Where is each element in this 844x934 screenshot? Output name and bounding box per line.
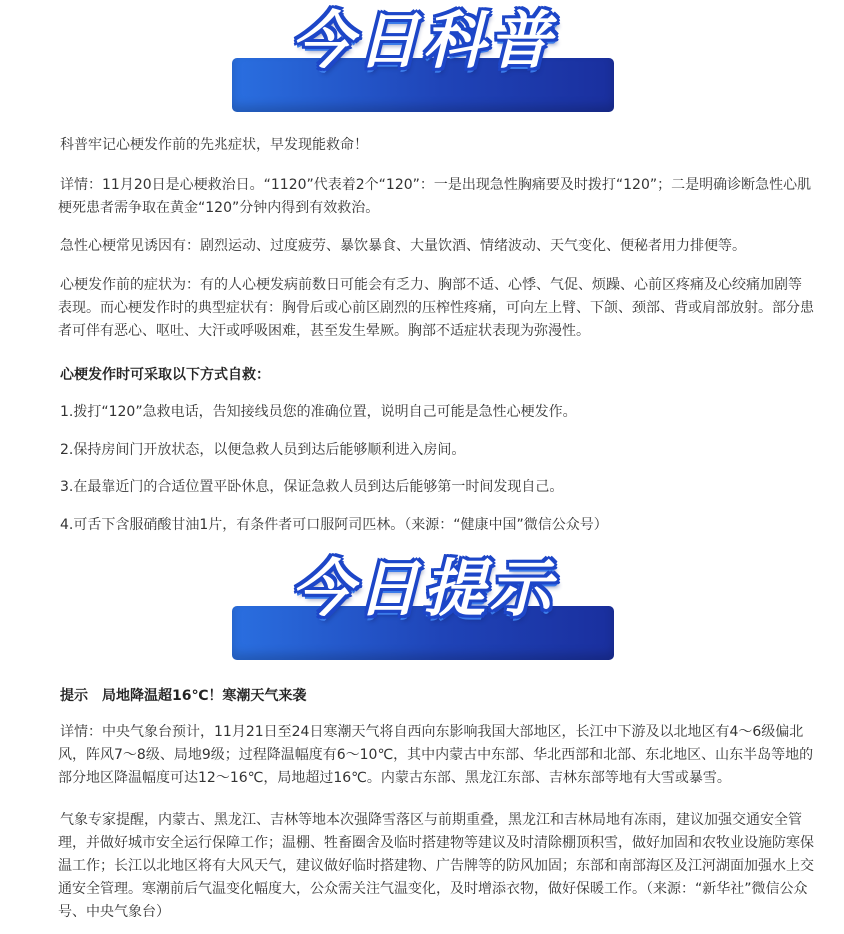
tips-banner-title: 今日提示	[290, 552, 555, 625]
self-rescue-heading: 心梗发作时可采取以下方式自救：	[60, 367, 270, 383]
science-banner-title: 今日科普	[290, 4, 555, 77]
science-triggers: 急性心梗常见诱因有：剧烈运动、过度疲劳、暴饮暴食、大量饮酒、情绪波动、天气变化、便秘者用力排便等。	[60, 238, 746, 254]
tips-details: 详情：中央气象台预计，11月21日至24日寒潮天气将自西向东影响我国大部地区，长江中下游及以北地区有4～6级偏北风，阵风7～8级、局地9级；过程降温幅度有6～10℃，其中内蒙古中东部、华北西部和北部、东北地区、山东半岛等地的部分地区降温幅度可达12～16℃，局地超过16℃。内蒙古东部、黑龙江东部、吉林东部等地有大雪或暴雪。	[58, 724, 814, 786]
science-symptoms: 心梗发作前的症状为：有的人心梗发病前数日可能会有乏力、胸部不适、心悸、气促、烦躁、心前区疼痛及心绞痛加剧等表现。而心梗发作时的典型症状有：胸骨后或心前区剧烈的压榨性疼痛，可向左上臂、下颌、颈部、背或肩部放射。部分患者可伴有恶心、呕吐、大汗或呼吸困难，甚至发生晕厥。胸部不适症状表现为弥漫性。	[58, 277, 814, 339]
science-details: 详情：11月20日是心梗救治日。“1120”代表着2个“120”：一是出现急性胸痛要及时拨打“120”；二是明确诊断急性心肌梗死患者需争取在黄金“120”分钟内得到有效救治。	[58, 177, 812, 216]
science-headline: 科普牢记心梗发作前的先兆症状，早发现能救命！	[60, 137, 368, 153]
self-rescue-step: 4.可舌下含服硝酸甘油1片，有条件者可口服阿司匹林。（来源：“健康中国”微信公众号）	[60, 517, 608, 533]
self-rescue-step: 1.拨打“120”急救电话，告知接线员您的准确位置，说明自己可能是急性心梗发作。	[60, 404, 577, 420]
self-rescue-step: 2.保持房间门开放状态，以便急救人员到达后能够顺利进入房间。	[60, 442, 466, 458]
tips-headline: 提示 局地降温超16℃！寒潮天气来袭	[60, 688, 307, 704]
tips-advice: 气象专家提醒，内蒙古、黑龙江、吉林等地本次强降雪落区与前期重叠，黑龙江和吉林局地有冻雨，建议加强交通安全管理，并做好城市安全运行保障工作；温棚、牲畜圈舍及临时搭建物等建议及时清除棚顶积雪，做好加固和农牧业设施防寒保温工作；长江以北地区将有大风天气，建议做好临时搭建物、广告牌等的防风加固；东部和南部海区及江河湖面加强水上交通安全管理。寒潮前后气温变化幅度大，公众需关注气温变化，及时增添衣物，做好保暖工作。（来源：“新华社”微信公众号、中央气象台）	[58, 812, 814, 920]
self-rescue-step: 3.在最靠近门的合适位置平卧休息，保证急救人员到达后能够第一时间发现自己。	[60, 479, 564, 495]
